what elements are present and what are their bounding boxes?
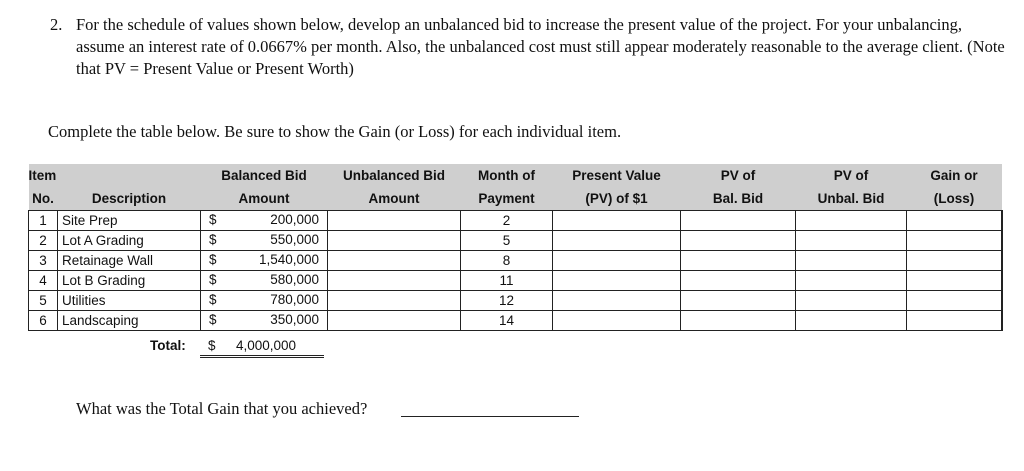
pv-unbal-cell[interactable] [796,231,907,251]
header-unbal-bid: Unbal. Bid [796,187,907,211]
payment-month: 5 [461,231,553,251]
question-text: For the schedule of values shown below, develop an unbalanced bid to increase the present value of the project. For your unbalancing, assume an interest rate of 0.0667% per month. Also, the unbalanced cost must still appear moderately reasonable to the average client. (Note that PV = Present Value or Present Worth) [76,15,1005,78]
header-amount: Amount [201,187,328,211]
table-row [29,211,1002,231]
pv-of-1-cell[interactable] [553,311,681,331]
item-description: Lot A Grading [58,231,201,251]
header-gain-or: Gain or [907,164,1002,187]
amount-value: 550,000 [270,232,319,247]
item-no: 3 [29,251,58,271]
unbalanced-amount-cell[interactable] [328,311,461,331]
unbalanced-amount-cell[interactable] [328,271,461,291]
payment-month: 14 [461,311,553,331]
pv-bal-cell[interactable] [681,251,796,271]
header-unbal-amount: Amount [328,187,461,211]
instruction-text: Complete the table below. Be sure to show the Gain (or Loss) for each individual item. [48,122,622,141]
amount-value: 350,000 [270,312,319,327]
balanced-amount [201,211,328,231]
unbalanced-amount-cell[interactable] [328,251,461,271]
header-bal-bid: Bal. Bid [681,187,796,211]
dollar-sign: $ [209,232,217,247]
header-description: Description [58,187,201,211]
item-no: 4 [29,271,58,291]
pv-of-1-cell[interactable] [553,291,681,311]
payment-month: 11 [461,271,553,291]
balanced-amount [201,271,328,291]
header-no: No. [29,187,58,211]
header-unbalanced-bid: Unbalanced Bid [328,164,461,187]
item-description: Retainage Wall [58,251,201,271]
pv-bal-cell[interactable] [681,211,796,231]
payment-month: 12 [461,291,553,311]
header-row-2 [29,187,1002,211]
unbalanced-amount-cell[interactable] [328,211,461,231]
item-no: 6 [29,311,58,331]
question-block [50,14,1010,80]
table-row [29,311,1002,331]
pv-bal-cell[interactable] [681,291,796,311]
pv-unbal-cell[interactable] [796,291,907,311]
header-row-1 [29,164,1002,187]
item-description: Lot B Grading [58,271,201,291]
item-no: 1 [29,211,58,231]
item-description: Utilities [58,291,201,311]
answer-blank[interactable] [401,416,579,417]
question-number: 2. [50,15,63,34]
pv-unbal-cell[interactable] [796,271,907,291]
pv-bal-cell[interactable] [681,311,796,331]
pv-bal-cell[interactable] [681,271,796,291]
gain-loss-cell[interactable] [907,291,1002,311]
balanced-amount [201,311,328,331]
table-row [29,251,1002,271]
header-loss: (Loss) [907,187,1002,211]
table-row [29,231,1002,251]
pv-bal-cell[interactable] [681,231,796,251]
dollar-sign: $ [209,212,217,227]
payment-month: 8 [461,251,553,271]
unbalanced-amount-cell[interactable] [328,291,461,311]
total-value: 4,000,000 [236,338,297,353]
pv-unbal-cell[interactable] [796,211,907,231]
gain-loss-cell[interactable] [907,211,1002,231]
header-present-value: Present Value [553,164,681,187]
gain-loss-cell[interactable] [907,251,1002,271]
pv-unbal-cell[interactable] [796,251,907,271]
balanced-amount [201,231,328,251]
followup-question: What was the Total Gain that you achieved? [76,399,368,418]
table-row [29,271,1002,291]
gain-loss-cell[interactable] [907,311,1002,331]
total-dollar-sign: $ [208,338,216,353]
item-description: Landscaping [58,311,201,331]
pv-of-1-cell[interactable] [553,211,681,231]
unbalanced-amount-cell[interactable] [328,231,461,251]
header-pv-of-unbal: PV of [796,164,907,187]
balanced-amount [201,251,328,271]
header-payment: Payment [461,187,553,211]
total-label: Total: [150,338,186,353]
total-amount [200,338,324,358]
pv-of-1-cell[interactable] [553,271,681,291]
payment-month: 2 [461,211,553,231]
amount-value: 780,000 [270,292,319,307]
balanced-amount [201,291,328,311]
gain-loss-cell[interactable] [907,231,1002,251]
item-no: 5 [29,291,58,311]
header-month-of: Month of [461,164,553,187]
pv-unbal-cell[interactable] [796,311,907,331]
amount-value: 580,000 [270,272,319,287]
header-pv-of-bal: PV of [681,164,796,187]
dollar-sign: $ [209,312,217,327]
header-balanced-bid: Balanced Bid [201,164,328,187]
header-pv-of-1: (PV) of $1 [553,187,681,211]
item-description: Site Prep [58,211,201,231]
amount-value: 200,000 [270,212,319,227]
dollar-sign: $ [209,272,217,287]
header-blank [58,164,201,187]
dollar-sign: $ [209,292,217,307]
gain-loss-cell[interactable] [907,271,1002,291]
table-row [29,291,1002,311]
header-item: Item [29,164,58,187]
pv-of-1-cell[interactable] [553,231,681,251]
schedule-table [28,164,1003,331]
amount-value: 1,540,000 [258,252,319,267]
dollar-sign: $ [209,252,217,267]
pv-of-1-cell[interactable] [553,251,681,271]
item-no: 2 [29,231,58,251]
